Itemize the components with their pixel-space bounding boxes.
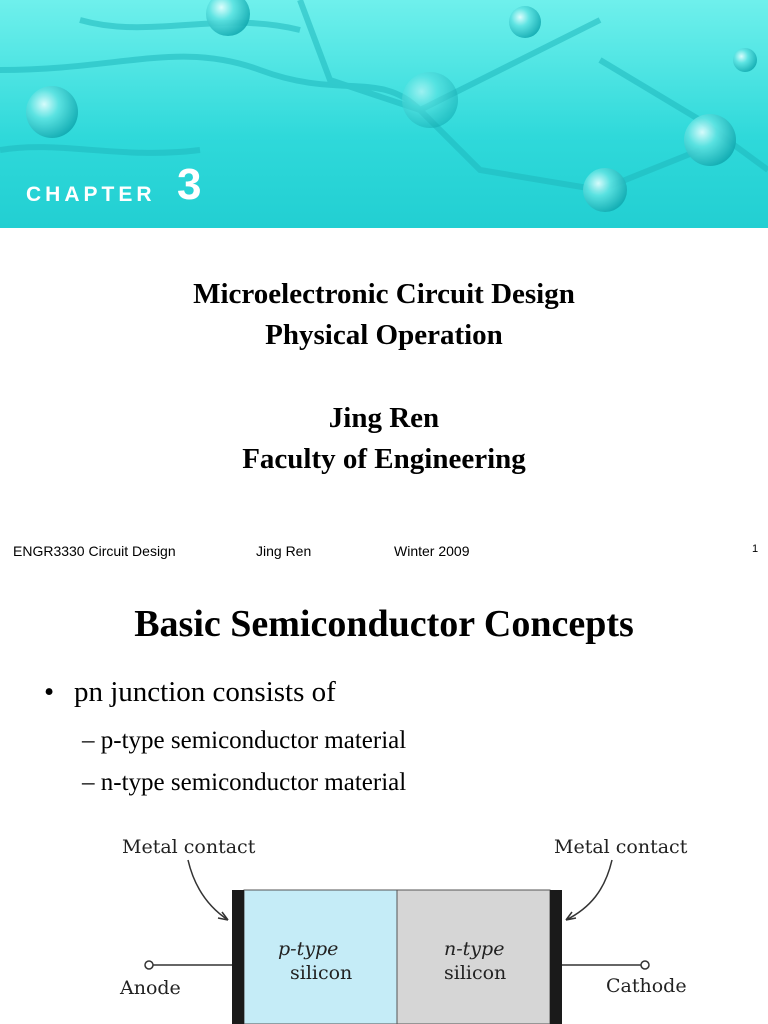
n-region-silicon-label: silicon [444,962,507,984]
pn-junction-diagram [0,820,768,1024]
p-region-label: p-type [278,938,339,960]
left-contact-label: Metal contact [122,836,256,858]
slide-heading: Basic Semiconductor Concepts [134,603,634,645]
bullet-marker: • [44,676,55,708]
left-metal-contact [232,890,244,1024]
chapter-label: CHAPTER [26,183,156,206]
footer-author: Jing Ren [256,543,312,559]
anode-label: Anode [120,977,181,999]
bullet-text: pn junction consists of [74,676,336,708]
footer-term: Winter 2009 [394,543,470,559]
n-region-label: n-type [444,938,505,960]
page-number: 1 [752,543,759,555]
subbullet-p-type: – p-type semiconductor material [82,727,407,754]
subbullet-n-type: – n-type semiconductor material [82,769,407,796]
right-contact-label: Metal contact [554,836,688,858]
right-metal-contact [550,890,562,1024]
footer-course: ENGR3330 Circuit Design [13,543,176,559]
anode-terminal [145,961,153,969]
presentation-subtitle: Physical Operation [265,319,503,351]
p-region-silicon-label: silicon [290,962,353,984]
cathode-label: Cathode [606,975,687,997]
author-affiliation: Faculty of Engineering [242,443,526,475]
chapter-number: 3 [177,160,202,209]
author-name: Jing Ren [328,402,440,434]
presentation-title: Microelectronic Circuit Design [193,278,575,310]
cathode-terminal [641,961,649,969]
